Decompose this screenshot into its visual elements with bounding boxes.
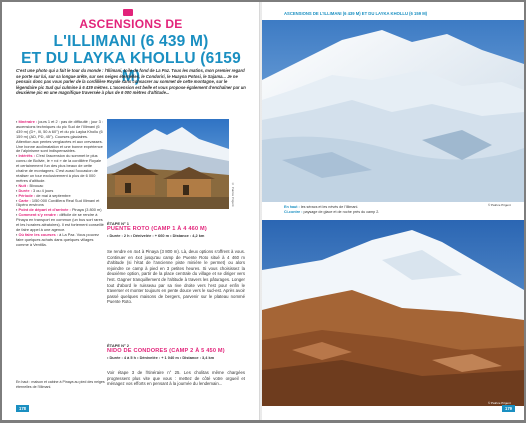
caption-lead-1: En haut :: [284, 205, 300, 209]
sidebar-entry: ▪ Point de départ et d'arrivée : Pinaya (3 800 m): [16, 207, 102, 213]
sidebar-entry: ▪ Nuit : Bivouac: [16, 182, 44, 188]
village-photo: [107, 119, 229, 209]
sidebar-entry-value: 1/50 000 Cordillera Real Sud Illimani et l'Apéro environs: [16, 197, 100, 208]
stage-2-header: [107, 343, 245, 360]
stage-2-name: NIDO DE CONDORES (CAMP 2 À 5 450 M): [107, 348, 225, 354]
caption-lead-2: Ci-contre :: [284, 209, 303, 214]
sidebar-entry: ▪ Itinéraire : jours 1 et 2 : pas de difficulté ; jour 3 : ascensions techniques du pic Sud de l'Illimani (6 439 m) (D+, III, 50 à 60°) et du pic Layka Khollu (6 159 m) (AD, PD, 45°). Courses glaciaires. Attention aux pentes verglacées et aux crevasses. Une bonne acclimatation et une bonne expérience de l'alpinisme sont indispensables.: [16, 119, 103, 154]
caption-text-2: paysage de glace et de roche près du camp 2.: [303, 209, 380, 214]
intro-paragraph: C'est une photo qui a fait le tour du monde : l'Illimani, toile de fond de La Paz. Tous les matins, mon premier regard se porte sur lui, sur sa longue arête, sur ses neiges éternelles, le Condoriri, le Huayna Potosi, le Sajama... Je ne pensais donc pas vous parler de la cordillère Royale sans consacrer au sommet de cette montagne, sur le légendaire pic Sud qui culmine à 6 439 mètres. L'ascension est belle et vous propose également d'enchaîner par un deuxième pic en une magnifique traversée à plus de 6 000 mètres d'altitude...: [16, 68, 246, 95]
caption-text-1: les séracs et les névés de l'Illimani.: [300, 205, 359, 209]
stage-1-label: ÉTAPE N° 1: [107, 221, 129, 226]
village-photo-image: [107, 119, 229, 209]
title-line-2: ET DU LAYKA KHOLLU (6159 M): [21, 50, 241, 85]
page-number-left: 178: [16, 405, 29, 412]
info-sidebar: [16, 120, 104, 248]
photo-credit-vertical: © Patrice Prigent: [231, 182, 235, 207]
sidebar-entry-value: difficile de se rendre à Pinaya en transport en commun (un bus sort rares et les horaires aléatoires). Il est fortement conseillé de faire appel à une agence.: [16, 212, 104, 232]
sidebar-entry: ▪ Où faire les courses : à La Paz. Vous pouvez faire quelques achats dans quelques villages comme à Ventilla.: [16, 231, 99, 247]
stage-1-meta: • Durée : 2 h • Dénivelée : + 660 m • Distance : 4,2 km: [107, 233, 205, 238]
sidebar-entry-key: Période :: [18, 192, 36, 198]
sidebar-entry-key: Intérêts :: [18, 153, 35, 159]
right-page: [262, 2, 524, 420]
mountain-slope-photo-image: [262, 220, 524, 406]
photo-credit-2: © Patrice Prigent: [488, 401, 511, 405]
sidebar-entry-key: Point de départ et d'arrivée :: [18, 207, 71, 213]
sidebar-entry-value: Pinaya (3 800 m): [71, 207, 102, 213]
sidebar-entry: ▪ Intérêts : C'est l'ascension du sommet le plus connu de Bolivie, le « roi » de la cordillère Royale et certainement l'un des plus beaux de cette chaîne de montagnes. C'est aussi l'occasion de réaliser un tour exclusivement à plus de 6 000 mètres d'altitude.: [16, 153, 102, 183]
page-number-right: 179: [502, 405, 515, 412]
sidebar-entry-value: C'est l'ascension du sommet le plus connu de Bolivie, le « roi » de la cordillère Royale et certainement l'un des plus beaux de cette chaîne de montagnes. C'est aussi l'occasion de réaliser un tour exclusivement à plus de 6 000 mètres d'altitude.: [16, 153, 102, 183]
title-kicker: ASCENSIONS DE: [79, 17, 183, 31]
running-head: ASCENSIONS DE L'ILLIMANI (6 439 M) ET DU LAYKA KHOLLU (6 159 M): [284, 11, 428, 16]
photo-caption-left: En haut : maison et cabine à Pinaya au pied des neiges éternelles de l'Illimani.: [16, 380, 105, 389]
stage-2-meta: • Durée : 4 à 5 h • Dénivelée : + 1 040 m • Distance : 3,4 km: [107, 355, 215, 360]
stage-1-body: Se rendre en 4x4 à Pinaya (3 800 m). Là, deux options s'offrent à vous. Continuer en 4x4 jusqu'au camp de Puente Roto situé à 4 460 m d'altitude (si l'état de l'ancienne piste minière le permet) ou alors rejoindre ce camp à pied en 3 petites heures. Si vous choisissez la deuxième option, partir de la place centrale du village et se diriger vers l'est. Gagner tranquillement de l'altitude à travers les pâturages. Longer tout d'abord le ruisseau par sa rive droite vers l'est pour enfin le traverser et monter toujours en pente douce vers le sud-est. Après avoir passé quelques maisons de bergers, parvenir sur le plateau nommé Puente Roto.: [107, 249, 245, 305]
sidebar-entry-value: à La Paz. Vous pouvez faire quelques achats dans quelques villages comme à Ventilla.: [16, 231, 99, 247]
sidebar-entry-key: Où faire les courses :: [18, 231, 59, 237]
sidebar-entry-key: Carte :: [18, 197, 31, 203]
stage-2-body: Voir étape 3 de l'itinéraire n° 25. Les cholitas même chargées progressent plus vite que vous : mettez de côté votre orgueil et ménagez vos efforts en pensant à la journée du lendemain...: [107, 370, 245, 387]
stage-1-name: PUENTE ROTO (CAMP 1 À 4 460 M): [107, 226, 207, 232]
stage-2-label: ÉTAPE N° 2: [107, 343, 129, 348]
photo-caption-right: [284, 205, 494, 215]
sidebar-entry: ▪ Période : de mai à septembre: [16, 192, 71, 198]
glacier-photo: [262, 20, 524, 202]
sidebar-entry-key: Nuit :: [18, 182, 29, 188]
photo-credit-1: © Patrice Prigent: [488, 203, 511, 207]
sidebar-entry-value: de mai à septembre: [36, 192, 71, 198]
chapter-badge: [123, 9, 133, 16]
sidebar-entry-value: Bivouac: [29, 182, 44, 188]
sidebar-entry-value: jours 1 et 2 : pas de difficulté ; jour 3 : ascensions techniques du pic Sud de l'Illimani (6 439 m) (D+, III, 50 à 60°) et du pic Layka Khollu (6 159 m) (AD, PD, 45°). Courses glaciaires. Attention aux pentes verglacées et aux crevasses. Une bonne acclimatation et une bonne expérience de l'alpinisme sont indispensables.: [16, 119, 103, 154]
left-page: [2, 2, 260, 420]
sidebar-entry-value: 3 ou 4 jours: [32, 187, 54, 193]
stage-1-header: [107, 221, 245, 238]
mountain-slope-photo: [262, 220, 524, 406]
sidebar-entry: ▪ Carte : 1/50 000 Cordillera Real Sud Illimani et l'Apéro environs: [16, 197, 100, 208]
title-line-1: L'ILLIMANI (6 439 M): [53, 33, 209, 50]
sidebar-entry: ▪ Comment s'y rendre : difficile de se rendre à Pinaya en transport en commun (un bus sort rares et les horaires aléatoires). Il est fortement conseillé de faire appel à une agence.: [16, 212, 104, 232]
sidebar-entry-key: Itinéraire :: [18, 119, 38, 124]
glacier-photo-image: [262, 20, 524, 202]
sidebar-entry-key: Comment s'y rendre :: [18, 212, 59, 218]
sidebar-entry-key: Durée :: [18, 187, 32, 193]
sidebar-entry: ▪ Durée : 3 ou 4 jours: [16, 187, 54, 193]
